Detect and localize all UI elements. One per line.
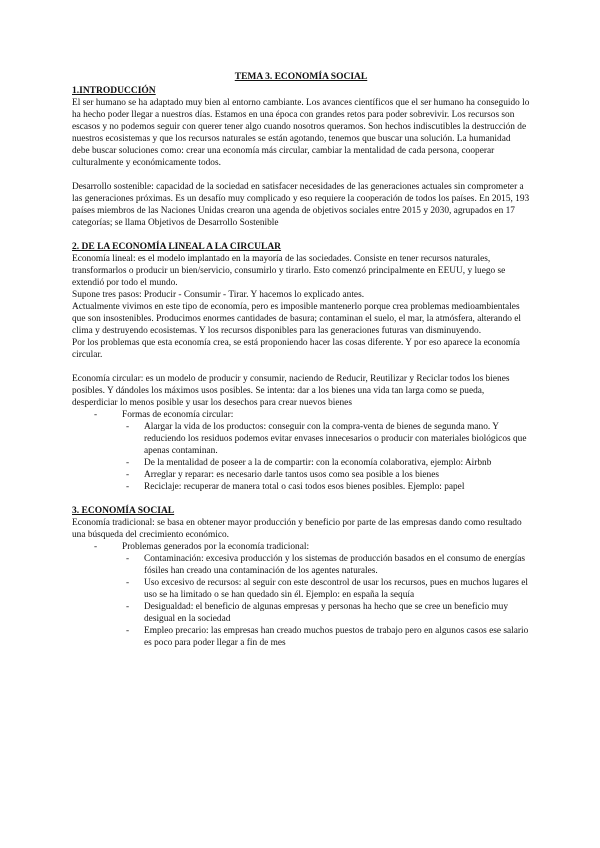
- dash-bullet: -: [126, 458, 130, 468]
- document-body: [72, 71, 530, 649]
- list-item: [72, 457, 530, 469]
- paragraph: Economía lineal: es el modelo implantado en la mayoría de las sociedades. Consiste en tener recursos naturales, transformarlos o producir un bien/servicio, consumirlo y tirarlo. Esto comenzó principalmente en EEUU, y luego se extendió por todo el mundo.: [72, 254, 506, 288]
- list-item-text: De la mentalidad de poseer a la de compartir: con la economía colaborativa, ejemplo: Airbnb: [144, 458, 492, 468]
- list-item-text: Reciclaje: recuperar de manera total o casi todos esos bienes posibles. Ejemplo: papel: [144, 482, 465, 492]
- dash-bullet: -: [126, 626, 130, 636]
- paragraph: Supone tres pasos: Producir - Consumir - Tirar. Y hacemos lo explicado antes.: [72, 290, 365, 300]
- list-item-text: Desigualdad: el beneficio de algunas empresas y personas ha hecho que se cree un beneficio muy desigual en la sociedad: [144, 602, 509, 624]
- list-item: [72, 541, 530, 553]
- section-heading-introduccion: 1.INTRODUCCIÓN: [72, 86, 156, 96]
- list-item-text: Contaminación: excesiva producción y los sistemas de producción basados en el consumo de energías fósiles han creado una contaminación de los agentes naturales.: [144, 554, 526, 576]
- dash-bullet: -: [94, 542, 98, 552]
- list-problemas-economia-tradicional: [72, 541, 530, 649]
- paragraph: Por los problemas que esta economía crea, se está proponiendo hacer las cosas diferente. Y por eso aparece la economía circular.: [72, 338, 520, 360]
- dash-bullet: -: [126, 470, 130, 480]
- list-item-text: Empleo precario: las empresas han creado muchos puestos de trabajo pero en algunos casos ese salario es poco para poder llegar a fin de mes: [144, 626, 529, 648]
- list-item: [72, 421, 530, 457]
- dash-bullet: -: [126, 422, 130, 432]
- list-item: [72, 625, 530, 649]
- list-item: [72, 577, 530, 601]
- list-item: [72, 601, 530, 625]
- paragraph: Economía circular: es un modelo de producir y consumir, naciendo de Reducir, Reutilizar y Reciclar todos los bienes posibles. Y dándoles los máximos usos posibles. Se intenta: dar a los bienes una vida tan larga como se pueda, desperdiciar lo menos posible y usar los desechos para crear nuevos bienes: [72, 374, 510, 408]
- dash-bullet: -: [126, 602, 130, 612]
- paragraph: El ser humano se ha adaptado muy bien al entorno cambiante. Los avances científicos que el ser humano ha conseguido lo ha hecho poder llegar a nuestros días. Estamos en una época con grandes retos para poder sobrevivir. Los recursos son escasos y no podemos seguir con querer tener algo cuando nosotros queramos. Son hechos indiscutibles la destrucción de nuestros ecosistemas y que los recursos naturales se están agotando, tenemos que buscar una solución. La humanidad debe buscar soluciones como: crear una economía más circular, cambiar la mentalidad de cada persona, cooperar culturalmente y económicamente todos.: [72, 98, 530, 168]
- dash-bullet: -: [126, 482, 130, 492]
- list-item: [72, 409, 530, 421]
- section-heading-economia-lineal-circular: 2. DE LA ECONOMÍA LINEAL A LA CIRCULAR: [72, 242, 282, 252]
- paragraph: Actualmente vivimos en este tipo de economía, pero es imposible mantenerlo porque crea problemas medioambientales que son insostenibles. Producimos enormes cantidades de basura; contaminan el suelo, el mar, la atmósfera, alterando el clima y destruyendo ecosistemas. Y los recursos disponibles para las generaciones futuras van disminuyendo.: [72, 302, 522, 336]
- list-title: Problemas generados por la economía tradicional:: [122, 542, 310, 552]
- list-item-text: Arreglar y reparar: es necesario darle tantos usos como sea posible a los bienes: [144, 470, 439, 480]
- list-item-text: Alargar la vida de los productos: conseguir con la compra-venta de bienes de segunda mano. Y reduciendo los residuos podemos evitar envases innecesarios o producir con materiales biológicos que apenas contaminan.: [144, 422, 527, 456]
- dash-bullet: -: [126, 578, 130, 588]
- list-formas-economia-circular: [72, 409, 530, 493]
- paragraph: Desarrollo sostenible: capacidad de la sociedad en satisfacer necesidades de las generaciones actuales sin comprometer a las generaciones próximas. Es un desafío muy complicado y eso requiere la cooperación de todos los países. En 2015, 193 países miembros de las Naciones Unidas crearon una agenda de objetivos sociales entre 2015 y 2030, agrupados en 17 categorías; se llama Objetivos de Desarrollo Sostenible: [72, 182, 530, 228]
- list-item: [72, 553, 530, 577]
- paragraph: Economía tradicional: se basa en obtener mayor producción y beneficio por parte de las empresas dando como resultado una búsqueda del crecimiento económico.: [72, 518, 522, 540]
- list-item: [72, 481, 530, 493]
- section-heading-economia-social: 3. ECONOMÍA SOCIAL: [72, 506, 175, 516]
- list-item: [72, 469, 530, 481]
- list-title: Formas de economía circular:: [122, 410, 234, 420]
- dash-bullet: -: [126, 554, 130, 564]
- list-item-text: Uso excesivo de recursos: al seguir con este descontrol de usar los recursos, pues en muchos lugares el uso se ha limitado o se han quedado sin él. Ejemplo: en españa la sequía: [144, 578, 529, 600]
- dash-bullet: -: [94, 410, 98, 420]
- document-title: TEMA 3. ECONOMÍA SOCIAL: [234, 72, 368, 82]
